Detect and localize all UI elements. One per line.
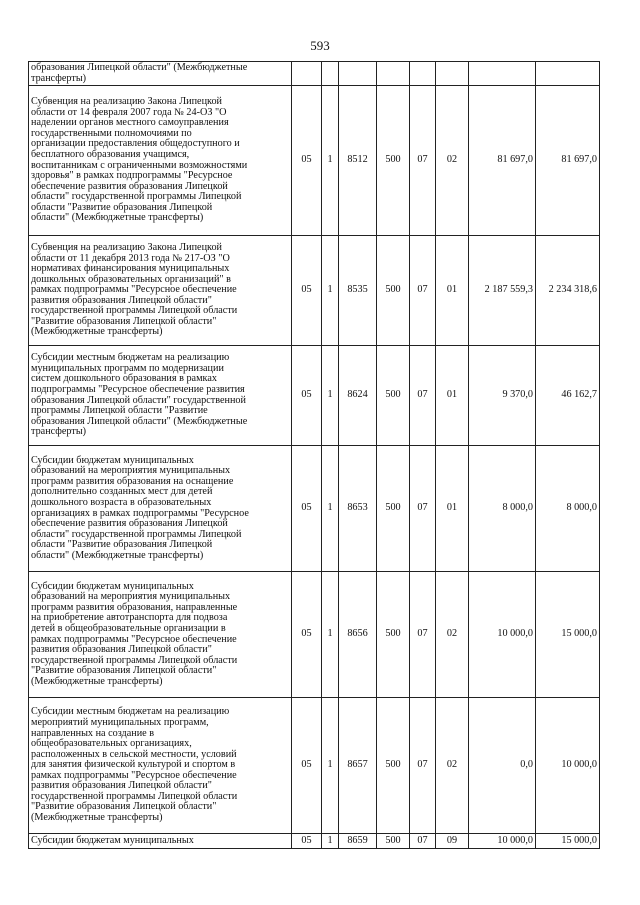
- row-description: Субсидии бюджетам муниципальных: [29, 834, 292, 849]
- amount-year-1: 2 187 559,3: [469, 236, 536, 346]
- table-row: [29, 236, 600, 346]
- subsection-code: 02: [436, 572, 469, 698]
- subprogram-code: 1: [322, 834, 339, 849]
- program-code: 05: [292, 236, 322, 346]
- direction-code: 8657: [339, 698, 377, 834]
- subsection-code: 01: [436, 236, 469, 346]
- section-code: 07: [410, 572, 436, 698]
- expense-type-code: 500: [377, 446, 410, 572]
- section-code: 07: [410, 236, 436, 346]
- table-row: [29, 834, 600, 849]
- table-row: [29, 572, 600, 698]
- direction-code: 8656: [339, 572, 377, 698]
- subprogram-code: [322, 62, 339, 86]
- amount-year-1: 8 000,0: [469, 446, 536, 572]
- subprogram-code: 1: [322, 446, 339, 572]
- amount-year-1: 9 370,0: [469, 346, 536, 446]
- program-code: [292, 62, 322, 86]
- amount-year-2: [536, 62, 600, 86]
- direction-code: 8512: [339, 86, 377, 236]
- amount-year-2: 10 000,0: [536, 698, 600, 834]
- program-code: 05: [292, 86, 322, 236]
- subprogram-code: 1: [322, 236, 339, 346]
- table-row: [29, 346, 600, 446]
- subsection-code: 01: [436, 346, 469, 446]
- subprogram-code: 1: [322, 86, 339, 236]
- expense-type-code: 500: [377, 86, 410, 236]
- table-row: [29, 446, 600, 572]
- direction-code: 8653: [339, 446, 377, 572]
- subsection-code: 02: [436, 698, 469, 834]
- section-code: 07: [410, 834, 436, 849]
- amount-year-2: 8 000,0: [536, 446, 600, 572]
- expense-type-code: 500: [377, 698, 410, 834]
- subsection-code: 02: [436, 86, 469, 236]
- budget-table: [28, 61, 600, 849]
- subsection-code: [436, 62, 469, 86]
- subsection-code: 01: [436, 446, 469, 572]
- amount-year-2: 46 162,7: [536, 346, 600, 446]
- section-code: 07: [410, 698, 436, 834]
- section-code: 07: [410, 446, 436, 572]
- amount-year-1: 0,0: [469, 698, 536, 834]
- subprogram-code: 1: [322, 346, 339, 446]
- direction-code: 8624: [339, 346, 377, 446]
- amount-year-1: [469, 62, 536, 86]
- row-description: Субсидии бюджетам муниципальных образований на мероприятия муниципальных программ развития образования, направленные на приобретение автотранспорта для подвоза детей в общеобразовательные организации в рамках подпрограммы "Ресурсное обеспечение развития образования Липецкой области" государственной программы Липецкой области "Развитие образования Липецкой области" (Межбюджетные трансферты): [29, 572, 292, 698]
- program-code: 05: [292, 834, 322, 849]
- program-code: 05: [292, 346, 322, 446]
- row-description: Субсидии бюджетам муниципальных образований на мероприятия муниципальных программ развития образования на оснащение дополнительно созданных мест для детей дошкольного возраста в образовательных организациях в рамках подпрограммы "Ресурсное обеспечение развития образования Липецкой области" государственной программы Липецкой области "Развитие образования Липецкой области" (Межбюджетные трансферты): [29, 446, 292, 572]
- expense-type-code: [377, 62, 410, 86]
- direction-code: 8659: [339, 834, 377, 849]
- table-row: [29, 62, 600, 86]
- amount-year-2: 15 000,0: [536, 572, 600, 698]
- section-code: 07: [410, 86, 436, 236]
- program-code: 05: [292, 446, 322, 572]
- direction-code: 8535: [339, 236, 377, 346]
- amount-year-2: 81 697,0: [536, 86, 600, 236]
- subsection-code: 09: [436, 834, 469, 849]
- expense-type-code: 500: [377, 572, 410, 698]
- expense-type-code: 500: [377, 346, 410, 446]
- table-row: [29, 86, 600, 236]
- subprogram-code: 1: [322, 572, 339, 698]
- section-code: [410, 62, 436, 86]
- table-row: [29, 698, 600, 834]
- page-number: 593: [310, 38, 330, 53]
- row-description: Субсидии местным бюджетам на реализацию мероприятий муниципальных программ, направленных на создание в общеобразовательных организациях, расположенных в сельской местности, условий для занятия физической культурой и спортом в рамках подпрограммы "Ресурсное обеспечение развития образования Липецкой области" государственной программы Липецкой области "Развитие образования Липецкой области" (Межбюджетные трансферты): [29, 698, 292, 834]
- amount-year-1: 10 000,0: [469, 834, 536, 849]
- row-description: образования Липецкой области" (Межбюджетные трансферты): [29, 62, 292, 86]
- row-description: Субвенция на реализацию Закона Липецкой области от 14 февраля 2007 года № 24-ОЗ "О наделении органов местного самоуправления государственными полномочиями по организации предоставления общедоступного и бесплатного образования учащимся, воспитанникам с ограниченными возможностями здоровья" в рамках подпрограммы "Ресурсное обеспечение развития образования Липецкой области" государственной программы Липецкой области "Развитие образования Липецкой области" (Межбюджетные трансферты): [29, 86, 292, 236]
- amount-year-2: 2 234 318,6: [536, 236, 600, 346]
- expense-type-code: 500: [377, 834, 410, 849]
- program-code: 05: [292, 698, 322, 834]
- row-description: Субвенция на реализацию Закона Липецкой области от 11 декабря 2013 года № 217-ОЗ "О нормативах финансирования муниципальных дошкольных образовательных организаций" в рамках подпрограммы "Ресурсное обеспечение развития образования Липецкой области" государственной программы Липецкой области "Развитие образования Липецкой области" (Межбюджетные трансферты): [29, 236, 292, 346]
- row-description: Субсидии местным бюджетам на реализацию муниципальных программ по модернизации систем дошкольного образования в рамках подпрограммы "Ресурсное обеспечение развития образования Липецкой области" государственной программы Липецкой области "Развитие образования Липецкой области" (Межбюджетные трансферты): [29, 346, 292, 446]
- direction-code: [339, 62, 377, 86]
- expense-type-code: 500: [377, 236, 410, 346]
- amount-year-1: 81 697,0: [469, 86, 536, 236]
- amount-year-1: 10 000,0: [469, 572, 536, 698]
- subprogram-code: 1: [322, 698, 339, 834]
- amount-year-2: 15 000,0: [536, 834, 600, 849]
- program-code: 05: [292, 572, 322, 698]
- section-code: 07: [410, 346, 436, 446]
